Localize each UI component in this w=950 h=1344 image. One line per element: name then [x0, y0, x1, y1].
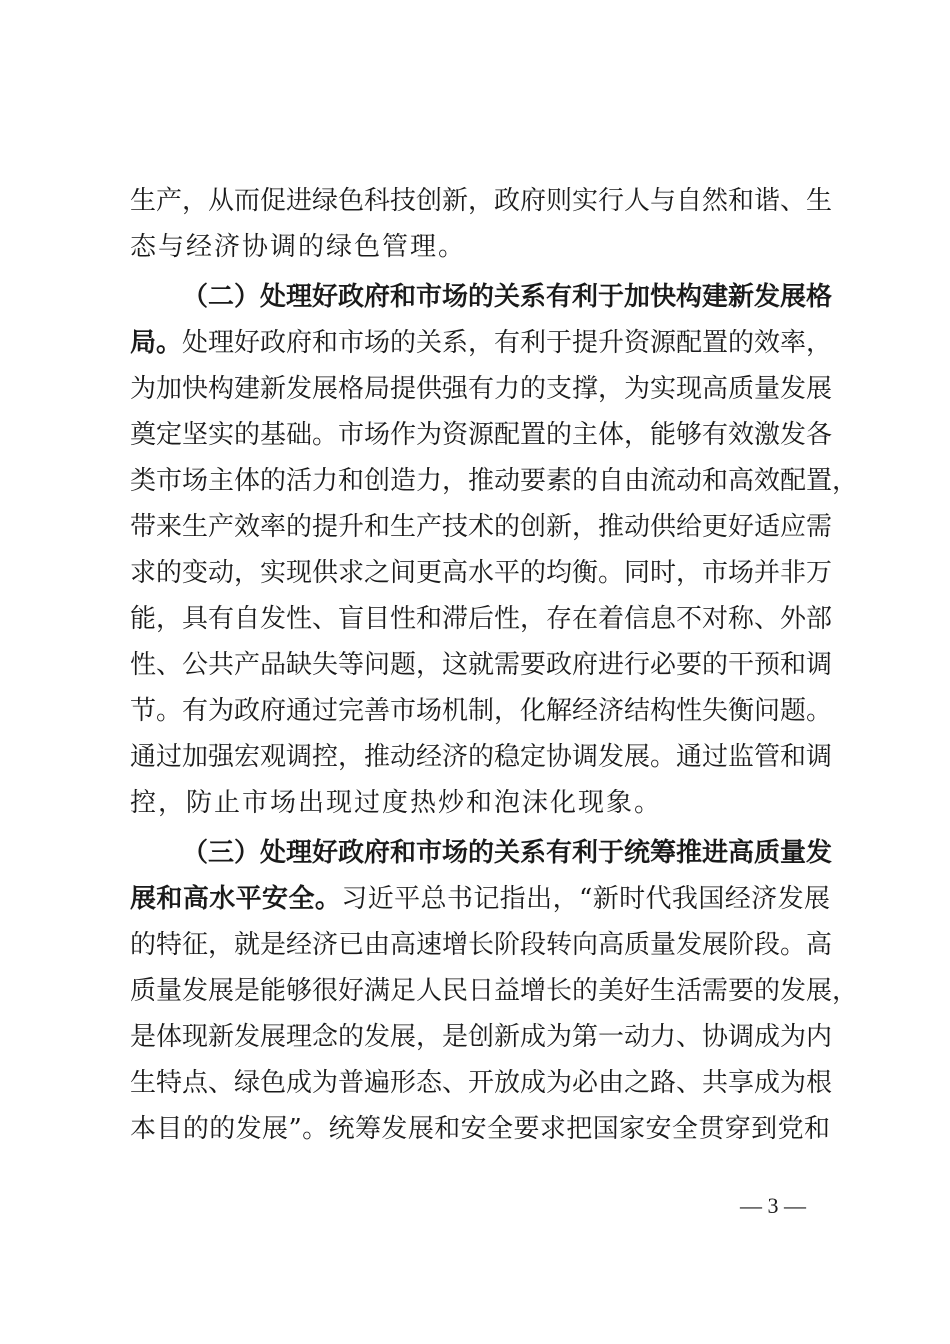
- body-line-10: 能，具有自发性、盲目性和滞后性，存在着信息不对称、外部: [130, 604, 833, 634]
- body-line-4: 局。处理好政府和市场的关系，有利于提升资源配置的效率，: [130, 328, 833, 358]
- section-heading-3: （三）处理好政府和市场的关系有利于统筹推进高质量发: [182, 838, 833, 868]
- body-line-20: 生特点、绿色成为普遍形态、开放成为必由之路、共享成为根: [130, 1068, 833, 1098]
- section-heading-3-continued: 展和高水平安全。: [130, 884, 342, 914]
- body-line-13: 通过加强宏观调控，推动经济的稳定协调发展。通过监管和调: [130, 742, 833, 772]
- body-line-14: 控，防止市场出现过度热炒和泡沫化现象。: [130, 788, 663, 818]
- body-line-21: 本目的的发展”。统筹发展和安全要求把国家安全贯穿到党和: [130, 1114, 830, 1144]
- body-line-12: 节。有为政府通过完善市场机制，化解经济结构性失衡问题。: [130, 696, 833, 726]
- body-line-19: 是体现新发展理念的发展，是创新成为第一动力、协调成为内: [130, 1022, 833, 1052]
- body-line-1: 生产，从而促进绿色科技创新，政府则实行人与自然和谐、生: [130, 186, 833, 216]
- body-line-11: 性、公共产品缺失等问题，这就需要政府进行必要的干预和调: [130, 650, 833, 680]
- body-line-18: 质量发展是能够很好满足人民日益增长的美好生活需要的发展，: [130, 976, 859, 1006]
- body-line-7: 类市场主体的活力和创造力，推动要素的自由流动和高效配置，: [130, 466, 859, 496]
- body-line-16: 展和高水平安全。习近平总书记指出，“新时代我国经济发展: [130, 884, 830, 914]
- body-line-8: 带来生产效率的提升和生产技术的创新，推动供给更好适应需: [130, 512, 833, 542]
- page-number: — 3 —: [740, 1193, 806, 1218]
- body-line-2: 态与经济协调的绿色管理。: [130, 232, 467, 262]
- body-line-9: 求的变动，实现供求之间更高水平的均衡。同时，市场并非万: [130, 558, 833, 588]
- body-line-5: 为加快构建新发展格局提供强有力的支撑，为实现高质量发展: [130, 374, 833, 404]
- section-heading-2: （二）处理好政府和市场的关系有利于加快构建新发展格: [182, 282, 833, 312]
- body-line-17: 的特征，就是经济已由高速增长阶段转向高质量发展阶段。高: [130, 930, 833, 960]
- body-line-6: 奠定坚实的基础。市场作为资源配置的主体，能够有效激发各: [130, 420, 833, 450]
- section-heading-2-continued: 局。: [130, 328, 183, 358]
